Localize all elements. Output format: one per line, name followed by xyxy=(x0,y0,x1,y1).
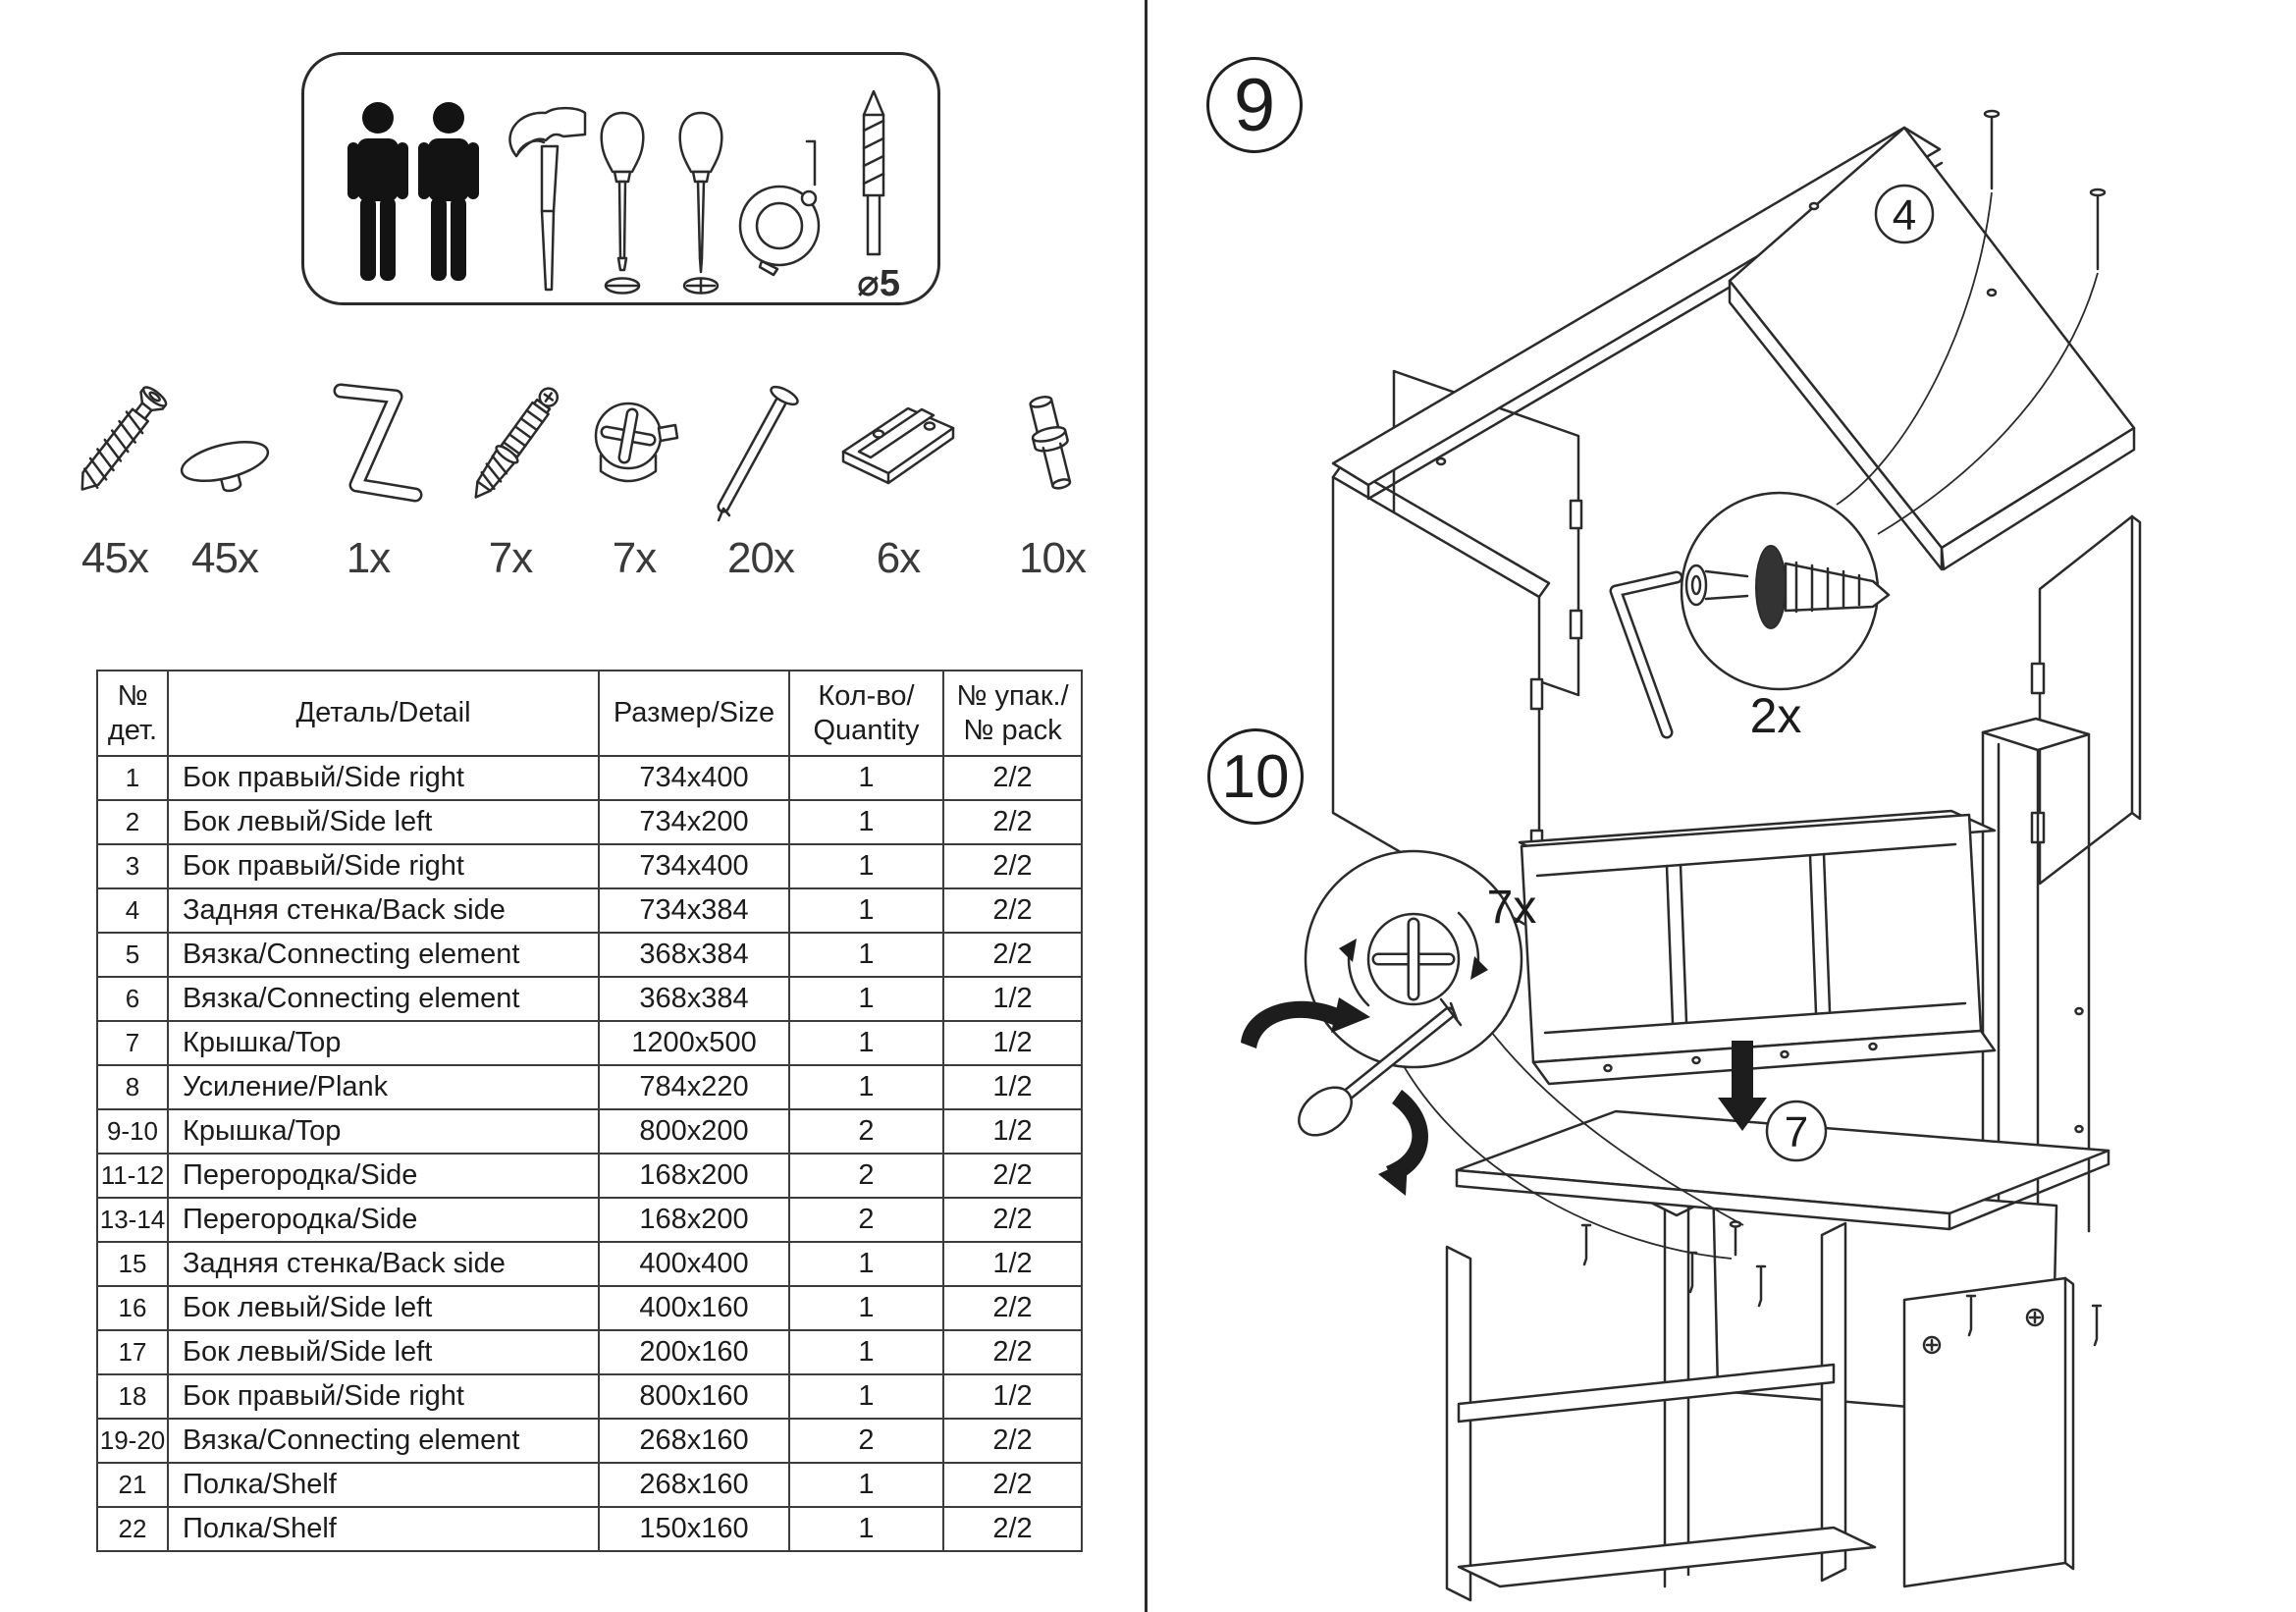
table-cell-pack: 2/2 xyxy=(943,1463,1082,1507)
hardware-qty: 10x xyxy=(1019,534,1086,582)
hardware-qty: 7x xyxy=(612,534,657,582)
step10-diagram xyxy=(1147,717,2296,1612)
parts-table-header-row xyxy=(97,671,1082,756)
table-row xyxy=(97,1507,1082,1551)
table-row xyxy=(97,844,1082,888)
table-row xyxy=(97,1463,1082,1507)
table-cell-detail: Вязка/Connecting element xyxy=(168,1419,599,1463)
table-cell-num: 4 xyxy=(97,888,168,933)
table-cell-pack: 2/2 xyxy=(943,1286,1082,1330)
table-cell-pack: 1/2 xyxy=(943,1374,1082,1419)
table-cell-pack: 1/2 xyxy=(943,1242,1082,1286)
table-row xyxy=(97,977,1082,1021)
tape-measure-icon xyxy=(734,135,832,283)
table-cell-qty: 2 xyxy=(789,1419,943,1463)
table-cell-num: 9-10 xyxy=(97,1109,168,1154)
hardware-qty: 7x xyxy=(488,534,533,582)
table-cell-pack: 2/2 xyxy=(943,888,1082,933)
shelf-pin-icon xyxy=(984,371,1121,523)
hardware-item xyxy=(299,371,437,597)
table-cell-size: 168x200 xyxy=(599,1154,789,1198)
table-cell-pack: 2/2 xyxy=(943,800,1082,844)
table-row xyxy=(97,756,1082,800)
table-cell-pack: 1/2 xyxy=(943,1065,1082,1109)
table-cell-detail: Крышка/Top xyxy=(168,1109,599,1154)
table-row xyxy=(97,1419,1082,1463)
phillips-screwdriver-icon xyxy=(669,109,732,296)
drill-bit-icon xyxy=(852,89,895,261)
table-cell-detail: Бок левый/Side left xyxy=(168,800,599,844)
table-cell-qty: 1 xyxy=(789,1330,943,1374)
parts-table-body xyxy=(97,756,1082,1551)
table-cell-qty: 1 xyxy=(789,1021,943,1065)
table-cell-size: 1200x500 xyxy=(599,1021,789,1065)
table-row xyxy=(97,1198,1082,1242)
table-cell-detail: Бок правый/Side right xyxy=(168,756,599,800)
table-row xyxy=(97,933,1082,977)
col-header-num: № дет. xyxy=(97,671,168,756)
hardware-item xyxy=(984,371,1121,597)
step10-number-badge xyxy=(1207,728,1304,825)
table-cell-size: 734x384 xyxy=(599,888,789,933)
table-row xyxy=(97,888,1082,933)
table-cell-detail: Вязка/Connecting element xyxy=(168,977,599,1021)
table-cell-size: 800x160 xyxy=(599,1374,789,1419)
step10-number: 10 xyxy=(1221,742,1290,811)
table-cell-size: 368x384 xyxy=(599,977,789,1021)
table-cell-num: 22 xyxy=(97,1507,168,1551)
table-cell-detail: Полка/Shelf xyxy=(168,1463,599,1507)
table-cell-num: 5 xyxy=(97,933,168,977)
table-cell-pack: 2/2 xyxy=(943,1507,1082,1551)
table-cell-qty: 1 xyxy=(789,1065,943,1109)
cam-bolt-icon xyxy=(442,371,579,523)
table-cell-qty: 1 xyxy=(789,977,943,1021)
table-cell-qty: 1 xyxy=(789,800,943,844)
step9-number-badge xyxy=(1206,57,1303,153)
hardware-item xyxy=(692,371,829,597)
col-header-detail: Деталь/Detail xyxy=(168,671,599,756)
table-cell-detail: Перегородка/Side xyxy=(168,1154,599,1198)
table-cell-size: 150x160 xyxy=(599,1507,789,1551)
cover-cap-icon xyxy=(156,371,294,523)
table-cell-size: 400x160 xyxy=(599,1286,789,1330)
table-cell-size: 268x160 xyxy=(599,1463,789,1507)
hardware-qty: 1x xyxy=(346,534,391,582)
hardware-qty: 20x xyxy=(727,534,794,582)
hammer-icon xyxy=(497,101,599,296)
table-cell-num: 17 xyxy=(97,1330,168,1374)
table-cell-size: 168x200 xyxy=(599,1198,789,1242)
table-cell-qty: 1 xyxy=(789,1242,943,1286)
table-row xyxy=(97,1154,1082,1198)
table-cell-num: 16 xyxy=(97,1286,168,1330)
hardware-item xyxy=(156,371,294,597)
table-cell-pack: 1/2 xyxy=(943,1021,1082,1065)
table-cell-pack: 2/2 xyxy=(943,756,1082,800)
table-cell-qty: 1 xyxy=(789,888,943,933)
table-cell-pack: 2/2 xyxy=(943,1330,1082,1374)
table-cell-detail: Усиление/Plank xyxy=(168,1065,599,1109)
person-icon xyxy=(344,101,412,288)
nail-icon xyxy=(692,371,829,523)
table-row xyxy=(97,1374,1082,1419)
table-cell-size: 734x400 xyxy=(599,756,789,800)
table-cell-qty: 1 xyxy=(789,933,943,977)
table-row xyxy=(97,1021,1082,1065)
table-cell-num: 11-12 xyxy=(97,1154,168,1198)
table-cell-detail: Бок левый/Side left xyxy=(168,1286,599,1330)
table-cell-pack: 1/2 xyxy=(943,977,1082,1021)
table-cell-detail: Бок правый/Side right xyxy=(168,844,599,888)
table-cell-detail: Задняя стенка/Back side xyxy=(168,1242,599,1286)
table-cell-qty: 1 xyxy=(789,1507,943,1551)
hardware-qty: 45x xyxy=(191,534,258,582)
table-cell-num: 6 xyxy=(97,977,168,1021)
table-cell-size: 784x220 xyxy=(599,1065,789,1109)
hardware-item xyxy=(829,371,967,597)
step9-part-badge: 4 xyxy=(1892,191,1917,240)
table-cell-pack: 2/2 xyxy=(943,933,1082,977)
step9-number: 9 xyxy=(1233,63,1276,147)
table-cell-num: 21 xyxy=(97,1463,168,1507)
table-cell-num: 19-20 xyxy=(97,1419,168,1463)
parts-table xyxy=(96,670,1083,1552)
bracket-icon xyxy=(829,371,967,523)
table-cell-size: 268x160 xyxy=(599,1419,789,1463)
table-cell-detail: Полка/Shelf xyxy=(168,1507,599,1551)
table-cell-detail: Крышка/Top xyxy=(168,1021,599,1065)
col-header-pack: № упак./ № pack xyxy=(943,671,1082,756)
table-row xyxy=(97,1330,1082,1374)
drill-diameter-label: ⌀5 xyxy=(856,263,900,304)
table-cell-qty: 2 xyxy=(789,1154,943,1198)
table-cell-size: 400x400 xyxy=(599,1242,789,1286)
hardware-item xyxy=(442,371,579,597)
person-icon xyxy=(414,101,483,288)
table-row xyxy=(97,1286,1082,1330)
table-cell-pack: 2/2 xyxy=(943,1419,1082,1463)
table-cell-pack: 2/2 xyxy=(943,1198,1082,1242)
table-cell-size: 368x384 xyxy=(599,933,789,977)
table-cell-num: 15 xyxy=(97,1242,168,1286)
table-cell-num: 2 xyxy=(97,800,168,844)
table-cell-num: 13-14 xyxy=(97,1198,168,1242)
table-cell-num: 3 xyxy=(97,844,168,888)
hardware-qty: 6x xyxy=(876,534,921,582)
table-row xyxy=(97,1109,1082,1154)
required-tools-box xyxy=(301,52,940,305)
table-cell-num: 1 xyxy=(97,756,168,800)
step9-fastener-qty: 2x xyxy=(1749,688,1802,743)
table-row xyxy=(97,1065,1082,1109)
table-cell-detail: Вязка/Connecting element xyxy=(168,933,599,977)
cam-lock-icon xyxy=(565,371,703,523)
table-cell-qty: 1 xyxy=(789,1374,943,1419)
table-cell-pack: 2/2 xyxy=(943,1154,1082,1198)
table-cell-detail: Бок правый/Side right xyxy=(168,1374,599,1419)
hex-key-icon xyxy=(299,371,437,523)
table-cell-pack: 1/2 xyxy=(943,1109,1082,1154)
table-cell-size: 800x200 xyxy=(599,1109,789,1154)
table-cell-qty: 1 xyxy=(789,1286,943,1330)
hardware-item xyxy=(565,371,703,597)
col-header-qty: Кол-во/ Quantity xyxy=(789,671,943,756)
flat-screwdriver-icon xyxy=(591,109,654,296)
table-row xyxy=(97,800,1082,844)
table-cell-pack: 2/2 xyxy=(943,844,1082,888)
table-cell-detail: Задняя стенка/Back side xyxy=(168,888,599,933)
table-cell-qty: 2 xyxy=(789,1198,943,1242)
table-cell-qty: 1 xyxy=(789,756,943,800)
table-cell-num: 8 xyxy=(97,1065,168,1109)
table-cell-qty: 1 xyxy=(789,1463,943,1507)
table-cell-num: 18 xyxy=(97,1374,168,1419)
table-cell-size: 200x160 xyxy=(599,1330,789,1374)
table-cell-num: 7 xyxy=(97,1021,168,1065)
table-cell-qty: 2 xyxy=(789,1109,943,1154)
table-cell-size: 734x400 xyxy=(599,844,789,888)
table-row xyxy=(97,1242,1082,1286)
step10-part-badge: 7 xyxy=(1784,1108,1809,1156)
col-header-size: Размер/Size xyxy=(599,671,789,756)
table-cell-detail: Перегородка/Side xyxy=(168,1198,599,1242)
step10-fastener-qty: 7x xyxy=(1486,882,1537,934)
table-cell-qty: 1 xyxy=(789,844,943,888)
table-cell-size: 734x200 xyxy=(599,800,789,844)
table-cell-detail: Бок левый/Side left xyxy=(168,1330,599,1374)
hardware-qty: 45x xyxy=(81,534,148,582)
